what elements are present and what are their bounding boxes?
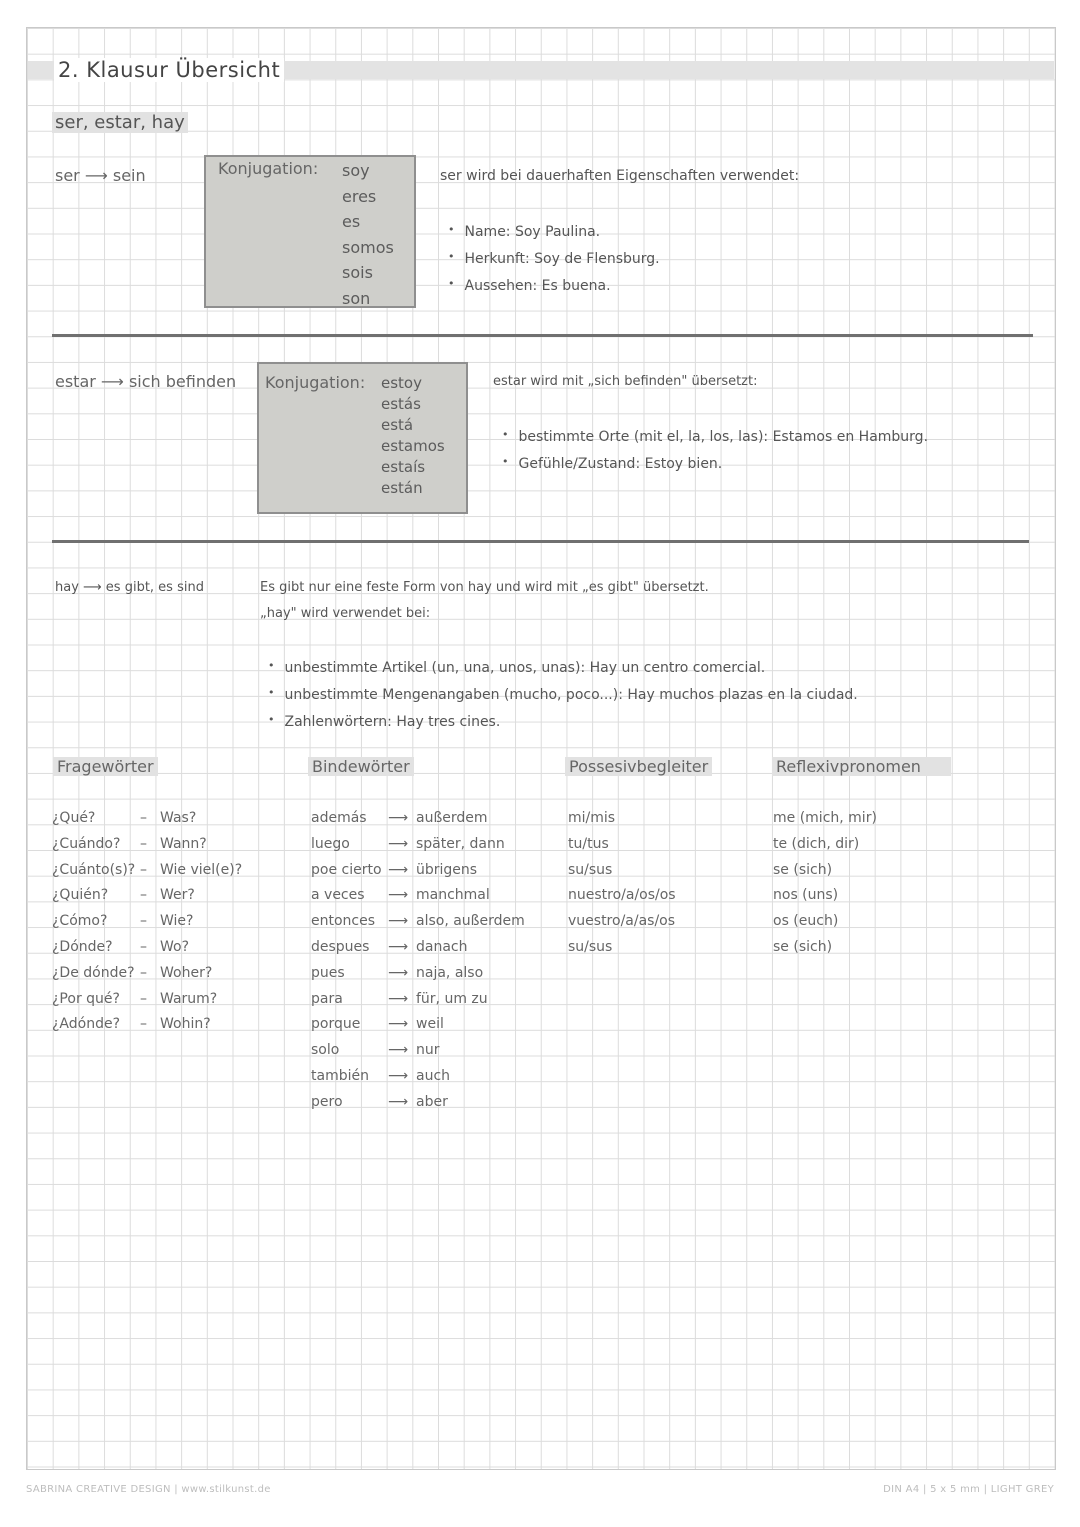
arrow-symbol: ⟶ — [388, 1042, 409, 1059]
fragewoerter-es-column — [52, 806, 135, 1038]
bindewort-es: además — [311, 810, 367, 826]
possesiv-item: nuestro/a/os/os — [568, 887, 676, 904]
possesivbegleiter-column — [568, 806, 676, 961]
ser-box-heading: Konjugation: — [218, 159, 319, 178]
conjugation-form: estoy — [381, 374, 422, 392]
arrow-symbol: ⟶ — [388, 861, 409, 878]
dash-symbol: – — [140, 810, 147, 826]
conjugation-form: somos — [342, 237, 394, 257]
bindewoerter-de-column — [416, 806, 525, 1116]
conjugation-form: estamos — [381, 437, 445, 455]
fragewort-de: Wer? — [160, 887, 195, 904]
conjugation-form: sois — [342, 263, 373, 282]
conjugation-form: soy — [342, 161, 370, 180]
fragewort-es: ¿Cuándo? — [52, 835, 121, 852]
ser-label: ser ⟶ sein — [55, 166, 146, 185]
dash-symbol: – — [140, 861, 147, 878]
fragewort-de: Wie? — [160, 913, 194, 930]
bindewort-es: para — [311, 990, 343, 1007]
fragewort-de: Was? — [160, 810, 197, 826]
bindewort-de: manchmal — [416, 887, 490, 904]
bullet-item: • Gefühle/Zustand: Estoy bien. — [502, 451, 928, 478]
ser-conjugation-box — [204, 155, 416, 308]
bindewort-de: nur — [416, 1042, 440, 1059]
fragewort-de: Warum? — [160, 990, 218, 1007]
dash-symbol: – — [140, 964, 147, 981]
bindewort-es: entonces — [311, 913, 376, 930]
arrow-symbol: ⟶ — [388, 887, 409, 904]
bindewort-de: übrigens — [416, 861, 478, 878]
fragewoerter-heading: Fragewörter — [53, 757, 158, 776]
arrow-symbol: ⟶ — [388, 810, 409, 826]
possesiv-item: vuestro/a/as/os — [568, 913, 676, 930]
bindewort-es: solo — [311, 1042, 340, 1059]
ser-examples — [448, 219, 660, 300]
conjugation-form: estás — [381, 395, 421, 413]
conjugation-form: estaís — [381, 458, 426, 476]
divider — [52, 540, 1029, 543]
fragewort-de: Woher? — [160, 964, 213, 981]
arrow-symbol: ⟶ — [388, 990, 409, 1007]
fragewort-es: ¿Dónde? — [52, 938, 113, 955]
bindewort-de: weil — [416, 1016, 444, 1033]
dash-symbol: – — [140, 990, 147, 1007]
conjugation-form: es — [342, 212, 361, 231]
arrow-symbol: ⟶ — [388, 1067, 409, 1084]
arrow-symbol: ⟶ — [388, 1016, 409, 1033]
conjugation-form: son — [342, 288, 371, 308]
bindewort-es: porque — [311, 1016, 361, 1033]
page-title: 2. Klausur Übersicht — [54, 58, 284, 82]
reflexiv-item: os (euch) — [773, 913, 839, 930]
conjugation-form: está — [381, 416, 414, 434]
bindewort-es: a veces — [311, 887, 365, 904]
fragewort-es: ¿Quién? — [52, 887, 109, 904]
estar-label: estar ⟶ sich befinden — [55, 372, 237, 391]
bindewort-es: despues — [311, 938, 370, 955]
arrow-symbol: ⟶ — [388, 913, 409, 930]
hay-label: hay ⟶ es gibt, es sind — [55, 580, 204, 595]
bindewoerter-arrow-column — [388, 806, 408, 1116]
possesiv-item: mi/mis — [568, 810, 616, 826]
reflexiv-item: te (dich, dir) — [773, 835, 860, 852]
dash-symbol: – — [140, 938, 147, 955]
fragewort-de: Wohin? — [160, 1016, 211, 1033]
ser-description: ser wird bei dauerhaften Eigenschaften verwendet: — [440, 168, 800, 184]
conjugation-form: eres — [342, 186, 377, 206]
section-heading: ser, estar, hay — [52, 112, 188, 133]
conjugation-form: están — [381, 479, 423, 497]
fragewoerter-dash-column — [140, 806, 147, 1038]
estar-conjugation-box — [257, 362, 468, 514]
dash-symbol: – — [140, 1016, 147, 1033]
arrow-symbol: ⟶ — [388, 938, 409, 955]
reflexivpronomen-heading: Reflexivpronomen — [772, 757, 951, 776]
fragewort-es: ¿Por qué? — [52, 990, 120, 1007]
estar-description: estar wird mit „sich befinden" übersetzt: — [493, 374, 758, 389]
bullet-item: • unbestimmte Artikel (un, una, unos, unas): Hay un centro comercial. — [268, 655, 858, 682]
fragewort-de: Wo? — [160, 938, 190, 955]
bindewort-de: aber — [416, 1093, 448, 1110]
possesivbegleiter-heading: Possesivbegleiter — [565, 757, 712, 776]
bullet-item: • bestimmte Orte (mit el, la, los, las): Estamos en Hamburg. — [502, 424, 928, 451]
bullet-item: • Zahlenwörtern: Hay tres cines. — [268, 709, 858, 736]
bindewoerter-es-column — [311, 806, 382, 1116]
fragewort-es: ¿Cuánto(s)? — [52, 861, 136, 878]
footer-left: SABRINA CREATIVE DESIGN | www.stilkunst.de — [26, 1484, 271, 1495]
fragewort-es: ¿Cómo? — [52, 913, 108, 930]
bindewort-de: für, um zu — [416, 990, 488, 1007]
arrow-symbol: ⟶ — [388, 1093, 409, 1110]
fragewort-es: ¿Adónde? — [52, 1016, 121, 1033]
dash-symbol: – — [140, 835, 147, 852]
bindewort-es: pero — [311, 1093, 343, 1110]
reflexiv-item: nos (uns) — [773, 887, 839, 904]
hay-examples — [268, 655, 858, 736]
bullet-item: • Name: Soy Paulina. — [448, 219, 660, 246]
dash-symbol: – — [140, 913, 147, 930]
bindewort-de: also, außerdem — [416, 913, 525, 930]
reflexivpronomen-column — [773, 806, 877, 961]
bindewoerter-heading: Bindewörter — [308, 757, 414, 776]
estar-forms — [381, 373, 445, 499]
bindewort-de: danach — [416, 938, 468, 955]
fragewoerter-de-column — [160, 806, 242, 1038]
bindewort-de: außerdem — [416, 810, 488, 826]
hay-description-1: Es gibt nur eine feste Form von hay und wird mit „es gibt" übersetzt. — [260, 580, 709, 595]
bindewort-es: poe cierto — [311, 861, 382, 878]
estar-examples — [502, 424, 928, 478]
reflexiv-item: me (mich, mir) — [773, 810, 877, 826]
fragewort-de: Wann? — [160, 835, 207, 852]
reflexiv-item: se (sich) — [773, 861, 833, 878]
possesiv-item: tu/tus — [568, 835, 609, 852]
bullet-item: • Herkunft: Soy de Flensburg. — [448, 246, 660, 273]
possesiv-item: su/sus — [568, 861, 613, 878]
fragewort-es: ¿Qué? — [52, 810, 96, 826]
bindewort-de: naja, also — [416, 964, 484, 981]
bindewort-es: pues — [311, 964, 345, 981]
arrow-symbol: ⟶ — [388, 964, 409, 981]
footer-right: DIN A4 | 5 x 5 mm | LIGHT GREY — [883, 1484, 1054, 1495]
bullet-item: • Aussehen: Es buena. — [448, 273, 660, 300]
bullet-item: • unbestimmte Mengenangaben (mucho, poco...): Hay muchos plazas en la ciudad. — [268, 682, 858, 709]
hay-description-2: „hay" wird verwendet bei: — [260, 606, 431, 621]
divider — [52, 334, 1033, 337]
bindewort-es: luego — [311, 835, 350, 852]
dash-symbol: – — [140, 887, 147, 904]
possesiv-item: su/sus — [568, 938, 613, 955]
bindewort-es: también — [311, 1067, 369, 1084]
reflexiv-item: se (sich) — [773, 938, 833, 955]
arrow-symbol: ⟶ — [388, 835, 409, 852]
estar-box-heading: Konjugation: — [265, 373, 366, 392]
bindewort-de: später, dann — [416, 835, 505, 852]
ser-forms — [342, 158, 394, 311]
fragewort-es: ¿De dónde? — [52, 964, 135, 981]
fragewort-de: Wie viel(e)? — [160, 861, 243, 878]
bindewort-de: auch — [416, 1067, 451, 1084]
